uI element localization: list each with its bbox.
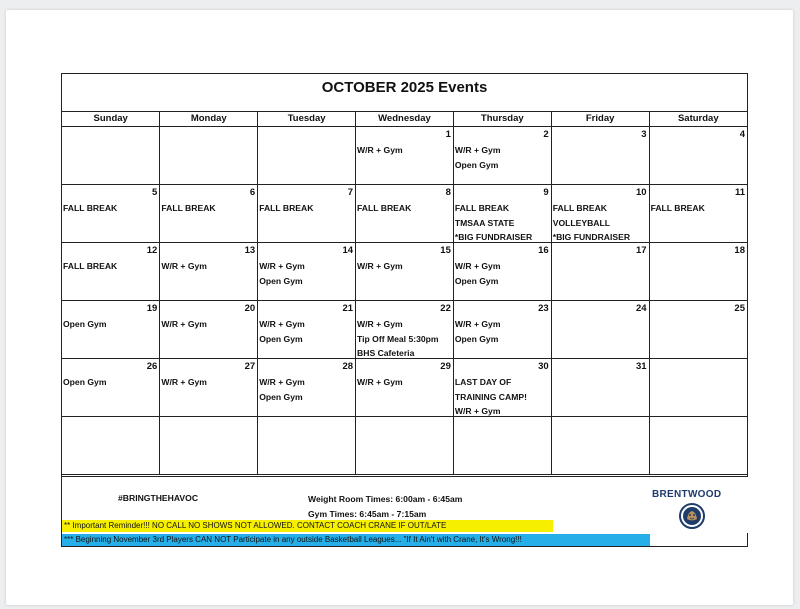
- day-cell: [453, 301, 551, 359]
- day-events: [63, 317, 158, 332]
- weekday-header-saturday: Saturday: [649, 112, 747, 127]
- logo-wordmark: BRENTWOOD: [652, 489, 722, 500]
- day-events: [259, 317, 354, 346]
- event-item: Open Gym: [63, 319, 107, 329]
- day-number: 14: [342, 245, 354, 256]
- weekday-header-friday: Friday: [551, 112, 649, 127]
- brentwood-logo: [640, 477, 748, 533]
- event-item: W/R + Gym: [161, 377, 207, 387]
- event-item: *BIG FUNDRAISER: [454, 232, 533, 242]
- event-item: FALL BREAK: [63, 203, 118, 213]
- event-item: W/R + Gym: [357, 261, 403, 271]
- event-item: FALL BREAK: [259, 203, 314, 213]
- calendar-sheet: [61, 73, 748, 547]
- day-number: 5: [152, 187, 158, 198]
- day-events: [161, 259, 256, 274]
- day-number: 6: [249, 187, 256, 198]
- day-number: 29: [440, 361, 451, 372]
- calendar-week-row: [62, 185, 747, 243]
- calendar-week-row: [62, 301, 747, 359]
- day-cell: [160, 301, 258, 359]
- day-events: [455, 201, 550, 245]
- event-item: W/R + Gym: [357, 145, 403, 155]
- day-cell: [160, 359, 258, 417]
- day-number: 22: [440, 303, 451, 314]
- event-item: FALL BREAK: [552, 203, 607, 213]
- day-events: [161, 375, 256, 390]
- event-item: W/R + Gym: [259, 319, 305, 329]
- event-item: Open Gym: [259, 333, 303, 344]
- day-number: 27: [244, 361, 256, 372]
- day-cell: [62, 417, 160, 475]
- calendar-week-row: [62, 417, 747, 475]
- day-number: 7: [347, 187, 354, 198]
- day-cell: [453, 359, 551, 417]
- day-cell: [258, 243, 356, 301]
- day-number: 17: [635, 245, 647, 256]
- day-cell: [649, 417, 747, 475]
- day-cell: [258, 301, 356, 359]
- event-item: W/R + Gym: [161, 261, 207, 271]
- day-events: [63, 375, 158, 390]
- event-item: W/R + Gym: [454, 145, 501, 155]
- day-number: 12: [146, 245, 158, 256]
- event-item: Tip Off Meal 5:30pm: [357, 333, 439, 344]
- day-cell: [649, 359, 747, 417]
- calendar-week-row: [62, 127, 747, 185]
- day-cell: [356, 127, 454, 185]
- calendar-weeks: [62, 127, 747, 475]
- day-cell: [258, 185, 356, 243]
- event-item: FALL BREAK: [161, 203, 216, 213]
- day-cell: [160, 243, 258, 301]
- day-cell: [453, 127, 551, 185]
- day-cell: [160, 417, 258, 475]
- day-cell: [453, 243, 551, 301]
- league-notice-banner: *** Beginning November 3rd Players CAN NOT Participate in any outside Basketball Leagues... "If It Ain't with Crane, It's Wrong!!!: [62, 534, 650, 546]
- calendar-title: OCTOBER 2025 Events: [62, 74, 747, 112]
- day-cell: [649, 185, 747, 243]
- day-cell: [160, 127, 258, 185]
- day-number: 11: [734, 187, 745, 198]
- gym-times: Gym Times: 6:45am - 7:15am: [308, 509, 427, 519]
- event-item: FALL BREAK: [454, 203, 510, 213]
- calendar-week-row: [62, 359, 747, 417]
- weekday-header-thursday: Thursday: [453, 112, 551, 127]
- day-cell: [356, 185, 454, 243]
- day-number: 25: [734, 303, 745, 314]
- day-events: [455, 143, 550, 172]
- day-cell: [649, 243, 747, 301]
- day-number: 19: [146, 303, 158, 314]
- day-number: 31: [635, 361, 647, 372]
- day-cell: [551, 185, 649, 243]
- calendar-week-row: [62, 243, 747, 301]
- weekday-header-monday: Monday: [160, 112, 258, 127]
- weekday-header-sunday: Sunday: [62, 112, 160, 127]
- day-number: 8: [445, 187, 451, 198]
- day-number: 15: [440, 245, 451, 256]
- event-item: W/R + Gym: [454, 406, 501, 416]
- day-events: [357, 143, 452, 158]
- event-item: FALL BREAK: [357, 203, 412, 213]
- event-item: W/R + Gym: [357, 377, 403, 387]
- day-cell: [62, 301, 160, 359]
- day-events: [259, 259, 354, 288]
- day-number: 20: [244, 303, 256, 314]
- weight-room-times: Weight Room Times: 6:00am - 6:45am: [308, 494, 463, 504]
- day-cell: [356, 301, 454, 359]
- event-item: W/R + Gym: [259, 377, 305, 387]
- day-events: [455, 259, 550, 288]
- event-item: W/R + Gym: [357, 319, 403, 329]
- calendar-footer: [62, 476, 747, 547]
- day-events: [259, 201, 354, 216]
- day-events: [455, 317, 550, 346]
- day-number: 26: [146, 361, 158, 372]
- calendar-grid: [62, 112, 747, 475]
- day-number: 30: [538, 361, 549, 372]
- weekday-header-row: [62, 112, 747, 127]
- day-number: 1: [445, 129, 451, 140]
- day-events: [553, 201, 648, 245]
- day-cell: [258, 127, 356, 185]
- day-cell: [551, 359, 649, 417]
- day-number: 4: [739, 129, 745, 140]
- event-item: W/R + Gym: [454, 261, 501, 271]
- day-cell: [258, 417, 356, 475]
- day-cell: [62, 243, 160, 301]
- day-cell: [453, 185, 551, 243]
- day-cell: [649, 301, 747, 359]
- bear-emblem-icon: [679, 503, 705, 529]
- weekday-header-wednesday: Wednesday: [356, 112, 454, 127]
- day-cell: [649, 127, 747, 185]
- day-number: 18: [734, 245, 745, 256]
- day-events: [357, 201, 452, 216]
- event-item: W/R + Gym: [454, 319, 501, 329]
- day-events: [259, 375, 354, 404]
- day-cell: [551, 417, 649, 475]
- day-events: [161, 317, 256, 332]
- day-number: 24: [635, 303, 647, 314]
- day-events: [357, 259, 452, 274]
- day-number: 16: [538, 245, 549, 256]
- day-number: 9: [543, 187, 549, 198]
- event-item: Open Gym: [454, 159, 499, 170]
- event-item: Open Gym: [259, 275, 303, 286]
- day-number: 3: [641, 129, 647, 140]
- event-item: W/R + Gym: [259, 261, 305, 271]
- day-cell: [551, 127, 649, 185]
- day-cell: [160, 185, 258, 243]
- day-events: [63, 259, 158, 274]
- event-item: VOLLEYBALL: [552, 217, 611, 228]
- day-number: 13: [244, 245, 256, 256]
- event-item: FALL BREAK: [63, 261, 118, 271]
- day-cell: [356, 243, 454, 301]
- day-cell: [551, 243, 649, 301]
- event-item: FALL BREAK: [650, 203, 705, 213]
- event-item: BHS Cafeteria: [357, 348, 415, 358]
- day-number: 2: [543, 129, 549, 140]
- document-page: [6, 10, 793, 605]
- event-item: LAST DAY OF: [454, 377, 512, 387]
- event-item: Open Gym: [454, 275, 499, 286]
- reminder-banner: ** Important Reminder!!! NO CALL NO SHOWS NOT ALLOWED. CONTACT COACH CRANE IF OUT/LATE: [62, 520, 553, 532]
- day-number: 21: [342, 303, 354, 314]
- event-item: TMSAA STATE: [454, 217, 515, 228]
- event-item: Open Gym: [63, 377, 107, 387]
- day-cell: [62, 127, 160, 185]
- day-cell: [258, 359, 356, 417]
- day-number: 23: [538, 303, 549, 314]
- day-events: [651, 201, 746, 216]
- event-item: Open Gym: [259, 391, 303, 402]
- weekday-header-tuesday: Tuesday: [258, 112, 356, 127]
- day-cell: [62, 185, 160, 243]
- day-cell: [453, 417, 551, 475]
- day-events: [455, 375, 550, 419]
- event-item: TRAINING CAMP!: [454, 391, 527, 402]
- hashtag-text: #BRINGTHEHAVOC: [118, 493, 199, 503]
- day-cell: [551, 301, 649, 359]
- schedule-times: [308, 492, 462, 522]
- day-cell: [356, 359, 454, 417]
- event-item: *BIG FUNDRAISER: [552, 232, 631, 242]
- day-events: [357, 375, 452, 390]
- day-number: 28: [342, 361, 354, 372]
- day-cell: [356, 417, 454, 475]
- day-events: [161, 201, 256, 216]
- day-events: [357, 317, 452, 361]
- day-events: [63, 201, 158, 216]
- day-cell: [62, 359, 160, 417]
- day-number: 10: [635, 187, 647, 198]
- event-item: W/R + Gym: [161, 319, 207, 329]
- event-item: Open Gym: [454, 333, 499, 344]
